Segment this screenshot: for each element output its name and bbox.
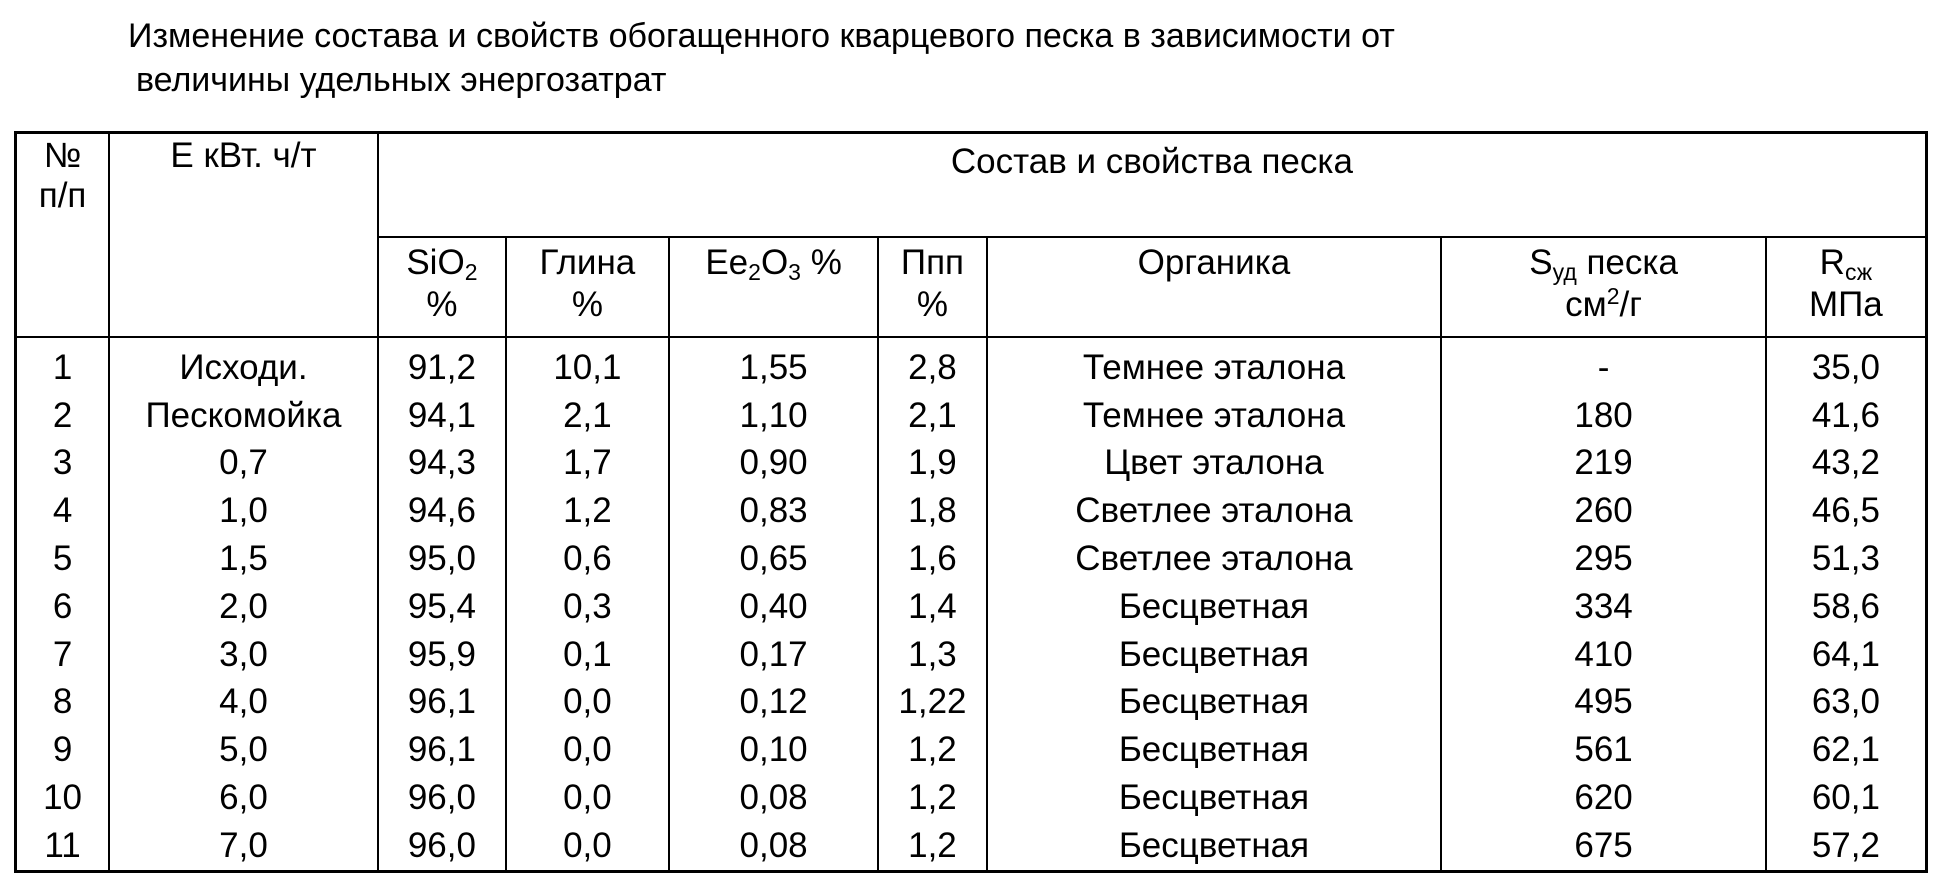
cell-organic: Темнее эталона (987, 337, 1442, 392)
header-specific-surface-unit-a: см (1565, 285, 1607, 324)
cell-iron-oxide: 1,55 (669, 337, 879, 392)
header-specific-surface (1441, 237, 1765, 337)
document-title (128, 14, 1395, 102)
cell-specific-surface: 295 (1441, 535, 1765, 583)
header-loss-on-ignition (878, 237, 986, 337)
cell-sio2: 95,9 (378, 631, 506, 679)
header-energy: Е кВт. ч/т (109, 133, 378, 338)
cell-number: 4 (16, 487, 110, 535)
cell-number: 7 (16, 631, 110, 679)
header-number (16, 133, 110, 338)
cell-compressive-strength: 41,6 (1766, 392, 1927, 440)
header-sio2-formula: SiO (406, 243, 465, 282)
table-header (16, 133, 1927, 338)
cell-energy: 2,0 (109, 583, 378, 631)
table-body (16, 337, 1927, 871)
cell-clay: 0,0 (506, 679, 669, 727)
cell-sio2: 96,0 (378, 774, 506, 822)
cell-compressive-strength: 35,0 (1766, 337, 1927, 392)
cell-loss-on-ignition: 1,3 (878, 631, 986, 679)
cell-number: 1 (16, 337, 110, 392)
header-iron-oxide-a: Ee (705, 243, 749, 282)
header-specific-surface-symbol: S (1529, 243, 1553, 282)
cell-energy: 4,0 (109, 679, 378, 727)
cell-number: 5 (16, 535, 110, 583)
cell-organic: Бесцветная (987, 631, 1442, 679)
table-row (16, 631, 1927, 679)
cell-sio2: 96,1 (378, 679, 506, 727)
header-sio2-unit: % (426, 285, 458, 324)
header-iron-oxide-sub1: 2 (748, 259, 761, 285)
cell-energy: 0,7 (109, 440, 378, 488)
cell-clay: 1,2 (506, 487, 669, 535)
table-row (16, 535, 1927, 583)
header-specific-surface-label: песка (1576, 243, 1678, 282)
header-compressive-strength (1766, 237, 1927, 337)
cell-loss-on-ignition: 1,9 (878, 440, 986, 488)
cell-compressive-strength: 63,0 (1766, 679, 1927, 727)
header-specific-surface-superscript: 2 (1606, 283, 1620, 309)
cell-clay: 0,3 (506, 583, 669, 631)
cell-iron-oxide: 0,08 (669, 822, 879, 871)
table-row (16, 822, 1927, 871)
cell-sio2: 94,1 (378, 392, 506, 440)
cell-specific-surface: 561 (1441, 726, 1765, 774)
cell-specific-surface: 495 (1441, 679, 1765, 727)
title-line-2: величины удельных энергозатрат (136, 61, 667, 99)
cell-organic: Бесцветная (987, 822, 1442, 871)
cell-loss-on-ignition: 1,2 (878, 774, 986, 822)
cell-specific-surface: 219 (1441, 440, 1765, 488)
cell-iron-oxide: 0,83 (669, 487, 879, 535)
cell-compressive-strength: 46,5 (1766, 487, 1927, 535)
cell-compressive-strength: 64,1 (1766, 631, 1927, 679)
cell-specific-surface: 260 (1441, 487, 1765, 535)
table-row (16, 337, 1927, 392)
cell-loss-on-ignition: 2,8 (878, 337, 986, 392)
cell-energy: Пескомойка (109, 392, 378, 440)
cell-energy: 1,0 (109, 487, 378, 535)
cell-specific-surface: 334 (1441, 583, 1765, 631)
cell-specific-surface: 675 (1441, 822, 1765, 871)
cell-compressive-strength: 58,6 (1766, 583, 1927, 631)
cell-number: 3 (16, 440, 110, 488)
header-compressive-strength-unit: МПа (1809, 285, 1883, 324)
cell-sio2: 96,0 (378, 822, 506, 871)
header-compressive-strength-symbol: R (1819, 243, 1845, 282)
cell-sio2: 96,1 (378, 726, 506, 774)
cell-loss-on-ignition: 1,4 (878, 583, 986, 631)
sand-properties-table (14, 131, 1928, 873)
cell-organic: Темнее эталона (987, 392, 1442, 440)
cell-specific-surface: 620 (1441, 774, 1765, 822)
header-specific-surface-subscript: уд (1552, 259, 1577, 285)
cell-iron-oxide: 0,10 (669, 726, 879, 774)
header-organic: Органика (987, 237, 1442, 337)
table-row (16, 487, 1927, 535)
table-row (16, 440, 1927, 488)
cell-loss-on-ignition: 1,8 (878, 487, 986, 535)
header-loss-on-ignition-unit: % (916, 285, 948, 324)
header-clay-label: Глина (539, 243, 636, 282)
table-row (16, 774, 1927, 822)
cell-number: 6 (16, 583, 110, 631)
cell-iron-oxide: 0,65 (669, 535, 879, 583)
cell-number: 10 (16, 774, 110, 822)
cell-loss-on-ignition: 1,22 (878, 679, 986, 727)
cell-compressive-strength: 60,1 (1766, 774, 1927, 822)
cell-clay: 1,7 (506, 440, 669, 488)
cell-number: 2 (16, 392, 110, 440)
cell-specific-surface: 410 (1441, 631, 1765, 679)
cell-specific-surface: - (1441, 337, 1765, 392)
cell-iron-oxide: 1,10 (669, 392, 879, 440)
cell-clay: 10,1 (506, 337, 669, 392)
cell-energy: 3,0 (109, 631, 378, 679)
cell-specific-surface: 180 (1441, 392, 1765, 440)
cell-clay: 0,0 (506, 822, 669, 871)
header-clay-unit: % (571, 285, 603, 324)
cell-iron-oxide: 0,08 (669, 774, 879, 822)
cell-iron-oxide: 0,17 (669, 631, 879, 679)
cell-sio2: 94,3 (378, 440, 506, 488)
header-specific-surface-unit-b: /г (1619, 285, 1643, 324)
cell-clay: 0,1 (506, 631, 669, 679)
cell-number: 9 (16, 726, 110, 774)
cell-organic: Бесцветная (987, 679, 1442, 727)
header-iron-oxide-unit: % (800, 243, 842, 282)
header-iron-oxide (669, 237, 879, 337)
table-row (16, 726, 1927, 774)
cell-loss-on-ignition: 2,1 (878, 392, 986, 440)
cell-clay: 0,0 (506, 774, 669, 822)
header-compressive-strength-subscript: сж (1844, 259, 1873, 285)
header-sio2 (378, 237, 506, 337)
cell-energy: 5,0 (109, 726, 378, 774)
cell-organic: Бесцветная (987, 774, 1442, 822)
header-iron-oxide-sub2: 3 (788, 259, 801, 285)
header-clay (506, 237, 669, 337)
cell-iron-oxide: 0,40 (669, 583, 879, 631)
cell-organic: Светлее эталона (987, 487, 1442, 535)
cell-sio2: 95,0 (378, 535, 506, 583)
cell-sio2: 94,6 (378, 487, 506, 535)
cell-compressive-strength: 62,1 (1766, 726, 1927, 774)
cell-energy: 6,0 (109, 774, 378, 822)
cell-loss-on-ignition: 1,2 (878, 726, 986, 774)
header-loss-on-ignition-label: Ппп (900, 243, 964, 282)
title-line-1: Изменение состава и свойств обогащенного кварцевого песка в зависимости от (128, 17, 1395, 55)
cell-organic: Светлее эталона (987, 535, 1442, 583)
header-number-symbol: № (43, 136, 82, 175)
cell-compressive-strength: 43,2 (1766, 440, 1927, 488)
header-sio2-subscript: 2 (464, 259, 478, 285)
cell-clay: 0,6 (506, 535, 669, 583)
header-composition-group: Состав и свойства песка (378, 133, 1927, 238)
cell-number: 8 (16, 679, 110, 727)
cell-sio2: 91,2 (378, 337, 506, 392)
cell-compressive-strength: 51,3 (1766, 535, 1927, 583)
cell-energy: 7,0 (109, 822, 378, 871)
table-row (16, 679, 1927, 727)
cell-clay: 0,0 (506, 726, 669, 774)
cell-compressive-strength: 57,2 (1766, 822, 1927, 871)
cell-iron-oxide: 0,12 (669, 679, 879, 727)
cell-loss-on-ignition: 1,2 (878, 822, 986, 871)
header-number-abbr: п/п (38, 176, 87, 215)
cell-energy: 1,5 (109, 535, 378, 583)
cell-organic: Цвет эталона (987, 440, 1442, 488)
cell-clay: 2,1 (506, 392, 669, 440)
cell-iron-oxide: 0,90 (669, 440, 879, 488)
table-row (16, 392, 1927, 440)
cell-sio2: 95,4 (378, 583, 506, 631)
cell-organic: Бесцветная (987, 726, 1442, 774)
cell-loss-on-ignition: 1,6 (878, 535, 986, 583)
cell-energy: Исходи. (109, 337, 378, 392)
table-row (16, 583, 1927, 631)
cell-number: 11 (16, 822, 110, 871)
header-iron-oxide-b: O (760, 243, 789, 282)
cell-organic: Бесцветная (987, 583, 1442, 631)
